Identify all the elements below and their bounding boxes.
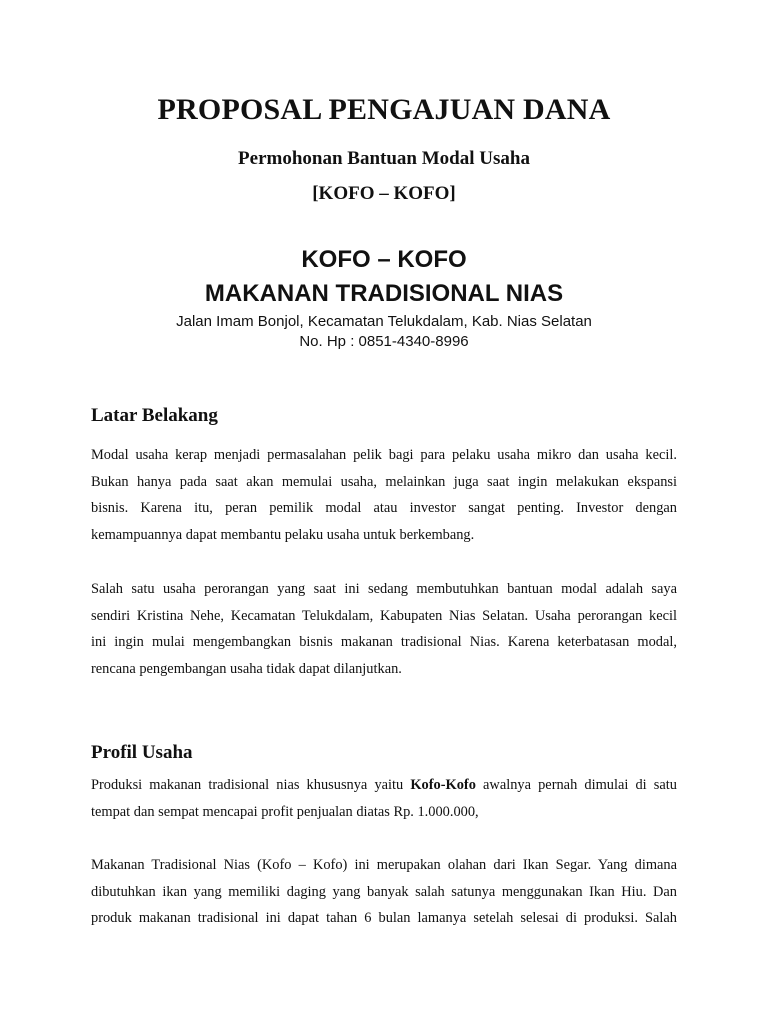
product-name-bold: Kofo-Kofo <box>410 777 476 793</box>
text-run: awalnya pernah dimulai di satu <box>475 777 677 793</box>
document-title: PROPOSAL PENGAJUAN DANA <box>157 93 611 126</box>
text-line: tempat dan sempat mencapai profit penjualan diatas Rp. 1.000.000, <box>91 803 479 820</box>
text-line: kemampuannya dapat membantu pelaku usaha untuk berkembang. <box>91 526 475 543</box>
section-heading-profil-usaha: Profil Usaha <box>91 742 193 763</box>
text-line: produk makanan tradisional ini dapat tahan 6 bulan lamanya setelah selesai di produksi. Salah <box>91 910 677 926</box>
paragraph-background-2 <box>91 576 677 682</box>
text-line: Makanan Tradisional Nias (Kofo – Kofo) ini merupakan olahan dari Ikan Segar. Yang dimana <box>91 857 677 873</box>
text-line: sendiri Kristina Nehe, Kecamatan Telukdalam, Kabupaten Nias Selatan. Usaha perorangan kecil <box>91 607 677 624</box>
text-line <box>91 772 677 799</box>
text-run: Produksi makanan tradisional nias khususnya yaitu <box>91 777 411 793</box>
document-subtitle: Permohonan Bantuan Modal Usaha <box>238 148 530 169</box>
text-line: Modal usaha kerap menjadi permasalahan pelik bagi para pelaku usaha mikro dan usaha kecil. <box>91 447 677 463</box>
text-line: Bukan hanya pada saat akan memulai usaha, melainkan juga saat ingin melakukan ekspansi <box>91 473 677 490</box>
brand-tagline: MAKANAN TRADISIONAL NIAS <box>204 280 564 307</box>
brand-name: KOFO – KOFO <box>301 246 467 273</box>
text-line: rencana pengembangan usaha tidak dapat dilanjutkan. <box>91 660 402 677</box>
business-address: Jalan Imam Bonjol, Kecamatan Telukdalam, Kab. Nias Selatan <box>176 313 592 330</box>
business-code: [KOFO – KOFO] <box>312 183 456 204</box>
text-line: Salah satu usaha perorangan yang saat ini sedang membutuhkan bantuan modal adalah saya <box>91 581 677 597</box>
text-line: ini ingin mulai mengembangkan bisnis makanan tradisional Nias. Karena keterbatasan modal, <box>91 634 677 650</box>
section-heading-latar-belakang: Latar Belakang <box>91 405 218 426</box>
paragraph-background-1 <box>91 442 677 548</box>
business-phone: No. Hp : 0851-4340-8996 <box>299 333 469 350</box>
paragraph-profile-2 <box>91 852 677 932</box>
paragraph-profile-1 <box>91 772 677 825</box>
text-line: bisnis. Karena itu, peran pemilik modal atau investor sangat penting. Investor dengan <box>91 500 677 516</box>
text-line: dibutuhkan ikan yang memiliki daging yang banyak salah satunya menggunakan Ikan Hiu. Dan <box>91 883 677 900</box>
